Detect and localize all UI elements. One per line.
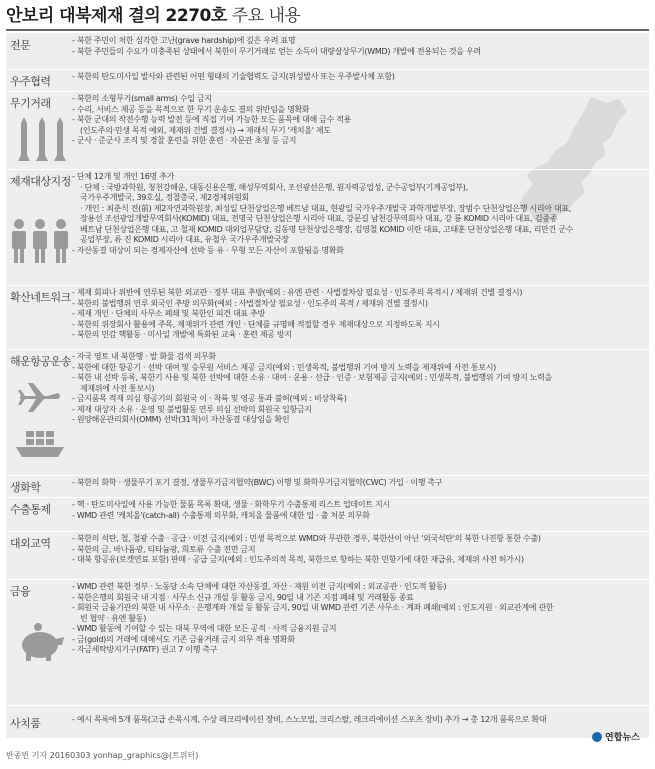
list-item: - 군사 · 준군사 조직 및 경찰 훈련을 위한 훈련 · 자문관 초청 등 금지: [72, 136, 297, 145]
section-label: 전문: [10, 39, 31, 52]
section-shipping-aviation: [6, 349, 649, 476]
list-item: 빈 협약 · 유엔 활동): [80, 613, 147, 623]
section-label: 우주협력: [10, 75, 51, 88]
section-label: 수출통제: [10, 503, 51, 516]
logo-text: 연합뉴스: [605, 733, 640, 743]
list-item: - 북한의 불법행위 연루 외국인 추방 의무화(예외 : 사법절차상 필요성 · 인도주의 목적 / 제재위 건별 결정시): [72, 298, 428, 308]
missile-icon: [18, 115, 66, 165]
list-item: - 북한의 위장회사 활용에 주목, 제재위가 관련 개인 · 단체를 규명해 적절할 경우 제재대상으로 지정하도록 지시: [72, 319, 440, 329]
list-item: - 북한의 화학 · 생물무기 포기 결정, 생물무기금지협약(BWC) 이행 및 화학무기금지협약(CWC) 가입 · 이행 촉구: [72, 478, 443, 487]
section-sanctions-designation: [6, 169, 649, 286]
logo-mark-icon: [592, 732, 602, 742]
section-preamble: [6, 33, 649, 70]
section-export-control: [6, 497, 649, 532]
list-item: (인도주의·민생 목적 예외, 제재위 건별 결정시) → 재래식 무기 '캐치올' 제도: [80, 125, 331, 135]
list-item: - 예시 목록에 5개 품목(고급 손목시계, 수상 레크리에이션 장비, 스노모빌, 크리스탈, 레크리에이션 스포츠 장비) 추가 → 총 12개 품목으로 확대: [72, 715, 547, 724]
list-item: - WMD 관련 '캐치올'(catch-all) 수출통제 의무화, 캐치올 물품에 대한 입 · 출 처분 의무화: [72, 510, 370, 520]
list-item: - 북한의 탄도미사일 발사와 관련된 어떤 형태의 기술협력도 금지(위성발사 또는 우주발사체 포함): [72, 72, 395, 81]
list-item: - 자국 영토 내 북한행 · 발 화물 검색 의무화: [72, 352, 216, 361]
list-item: - 북한은행의 회원국 내 지점 · 사무소 신규 개설 등 활동 금지, 90일 내 기존 지점 폐쇄 및 거래활동 종료: [72, 592, 414, 602]
section-label: 확산네트워크: [10, 291, 71, 304]
yonhap-logo: [592, 730, 640, 743]
section-arms-trade: [6, 91, 649, 170]
list-item: - 북한 군대의 작전수행 능력 발전 등에 직접 기여 가능한 모든 품목에 대해 금수 적용: [72, 115, 352, 124]
list-item: - 북한의 석탄, 철, 철광 수출 · 공급 · 이전 금지(예외 : 민생 목적으로 WMD와 무관한 경우, 북한산이 아닌 '외국석탄'의 북한 나진항 통한 수출): [72, 534, 541, 543]
list-item: 제재위에 사전 통보시): [80, 383, 155, 393]
list-item: - 제재 대상자 소유 · 운영 및 불법활동 연루 의심 선박의 회원국 입항금지: [72, 404, 312, 414]
people-icon: [10, 219, 70, 263]
list-item: - WMD 관련 북한 정부 · 노동당 소속 단체에 대한 자산동결, 자산 · 재원 이전 금지(예외 : 외교공관 · 인도적 활동): [72, 582, 447, 591]
list-item: - 제재 회피나 위반에 연루된 북한 외교관 · 정부 대표 추방(예외 : 유엔 관련 · 사법절차상 필요성 · 인도주의 목적시 / 제재위 건별 결정시): [72, 288, 523, 297]
section-label: 사치품: [10, 717, 41, 730]
title-main: 안보리 대북제재 결의 2270호: [6, 6, 227, 26]
section-proliferation-network: [6, 285, 649, 350]
list-item: · 단체 : 국방과학원, 청천강해운, 대동신용은행, 해성무역회사, 조선광선은행, 원자력공업성, 군수공업부(기계공업부),: [80, 182, 468, 192]
list-item: 장용선 조선광업개발무역회사(KOMID) 대표, 전명국 단천상업은행 시리아 대표, 강문길 남천강무역회사 대표, 강 룡 KOMID 시리아 대표, 김중종: [80, 214, 558, 223]
section-foreign-trade: [6, 531, 649, 580]
section-label: 제재대상지정: [10, 175, 71, 188]
ship-icon: [16, 427, 64, 461]
list-item: - 북한의 민감 핵활동 · 미사일 개발에 특화된 교육 · 훈련 제공 방지: [72, 330, 292, 339]
list-item: - 회원국 금융기관의 북한 내 사무소 · 은행계좌 개설 등 활동 금지, 90일 내 WMD 관련 기존 사무소 · 계좌 폐쇄(예외 : 인도지원 · 외교관계에 관한: [72, 603, 554, 612]
list-item: 공업부장, 류 진 KOMID 시리아 대표, 유철우 국가우주개발국장: [80, 235, 289, 244]
list-item: - 북한 주민이 처한 심각한 고난(grave hardship)에 깊은 우려 표명: [72, 36, 296, 45]
section-label: 무기거래: [10, 97, 51, 110]
list-item: 베트남 단천상업은행 대표, 고 철재 KOMID 대외업무담당, 김동명 단천상업은행장, 김영철 KOMID 이란 대표, 고태훈 단천상업은행 대표, 리만건 군수: [80, 224, 574, 234]
list-item: - 자금세탁방지기구(FATF) 권고 7 이행 촉구: [72, 645, 218, 654]
title-sub: 주요 내용: [226, 6, 301, 26]
list-item: 국가우주개발국, 39호실, 정찰총국, 제2경제위원회: [80, 193, 249, 202]
list-item: - 제재 개인 · 단체의 사무소 폐쇄 및 북한인 피견 대표 추방: [72, 309, 265, 318]
list-item: - 대북 항공유(로켓연료 포함) 판매 · 공급 금지(예외 : 인도주의적 목적, 북한으로 항하는 북한 민항기에 대한 재급유, 제재위 사전 허가시): [72, 555, 524, 564]
section-label: 해운항공운송: [10, 355, 71, 368]
list-item: - 수리, 서비스 제공 등을 목적으로 한 무기 운송도 결의 위반임을 명확화: [72, 104, 310, 114]
section-biochemical: [6, 475, 649, 498]
list-item: - 금지품목 적재 의심 항공기의 회원국 이 · 착륙 및 영공 통과 불허(예외 : 비상착륙): [72, 394, 347, 403]
section-space-cooperation: [6, 69, 649, 92]
airplane-icon: [18, 383, 62, 413]
list-item: - 북한의 소형무기(small arms) 수입 금지: [72, 94, 212, 103]
list-item: · 개인 : 최춘식 전(前) 제2자연과학원장, 최성일 단천상업은행 베트남 대표, 현광일 국가우주개발국 과학개발부장, 장범수 단천상업은행 시리아 대표,: [80, 203, 572, 213]
list-item: - 북한에 대한 항공기 · 선박 대여 및 승무원 서비스 제공 금지(예외 : 민생목적, 불법행위 기여 방지 노력을 제재위에 사전 통보시): [72, 362, 496, 372]
list-item: - 원양해운관리회사(OMM) 선박(31척)이 자산동결 대상임을 확인: [72, 415, 290, 424]
list-item: - 금(gold)의 거래에 대해서도 기존 금융거래 금지 의무 적용 명확화: [72, 634, 295, 644]
section-label: 생화학: [10, 481, 41, 494]
section-label: 대외교역: [10, 537, 51, 550]
list-item: - 북한 내 선박 등록, 북한기 사용 및 북한 선박에 대한 소유 · 대여 · 운용 · 선급 · 인증 · 보험제공 금지(예외 : 민생목적, 불법행위 기여 방지 노력을: [72, 373, 552, 382]
section-label: 금융: [10, 585, 31, 598]
list-item: - 북한의 금, 바나듐광, 티타늄광, 희토류 수출 전면 금지: [72, 544, 256, 554]
list-item: - 핵 · 탄도미사일에 사용 가능한 물품 목록 확대, 생물 · 화학무기 수출통제 리스트 업데이트 지시: [72, 500, 390, 509]
page-title: [6, 3, 649, 31]
section-finance: [6, 579, 649, 706]
list-item: - 단체 12개 및 개인 16명 추가: [72, 172, 175, 181]
list-item: - 북한 주민들의 수요가 미충족된 상태에서 북한이 무기거래로 얻는 소득이 대량살상무기(WMD) 개발에 전용되는 것을 우려: [72, 46, 481, 56]
list-item: - 자산동결 대상이 되는 경제자산에 선박 등 유 · 무형 모든 자산이 포함됨을 명확화: [72, 245, 344, 255]
piggy-bank-icon: [16, 623, 66, 663]
footer-credit: 반종빈 기자 20160303 yonhap_graphics@(트위터): [6, 751, 199, 760]
section-luxury-goods: [6, 705, 649, 738]
content-board: [6, 33, 649, 738]
list-item: - WMD 활동에 기여할 수 있는 대북 무역에 대한 모든 공적 · 사적 금융지원 금지: [72, 624, 337, 633]
